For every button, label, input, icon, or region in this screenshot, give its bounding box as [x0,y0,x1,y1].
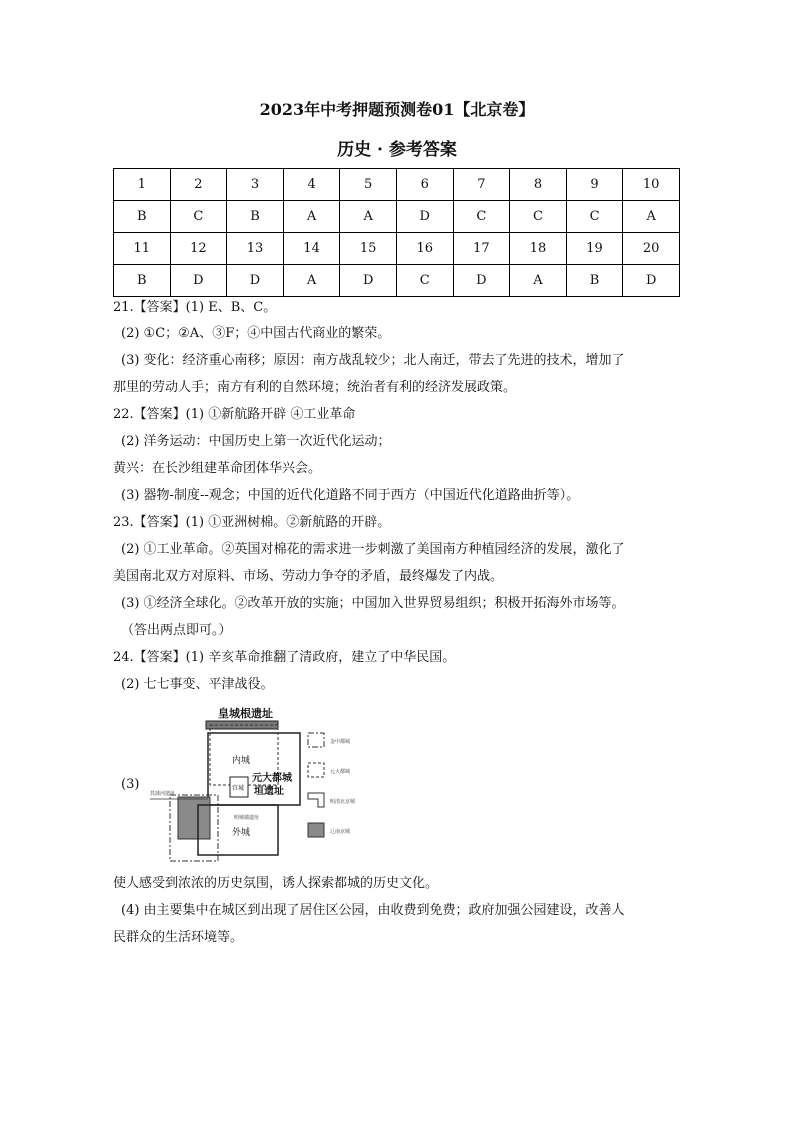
map-label-yuan-site-1: 元大都城 [252,773,292,784]
page-subtitle: 历史 · 参考答案 [337,140,457,160]
answer-table-cell: 10 [623,169,680,201]
q23-line-1: 23.【答案】(1) ①亚洲树棉。②新航路的开辟。 [113,515,391,530]
q23-line-4: (3) ①经济全球化。②改革开放的实施；中国加入世界贸易组织；积极开拓海外市场等。 [121,596,625,611]
map-label-ming-wall: 明城墙遗址 [234,815,260,821]
answer-table-cell: 19 [566,233,623,265]
answer-table-cell: A [283,265,340,297]
answer-table-cell: 17 [453,233,510,265]
q24-line-5: (4) 由主要集中在城区到出现了居住区公园，由收费到免费；政府加强公园建设，改善人 [121,903,625,918]
answer-table-cell: A [340,201,397,233]
answer-table-cell: 8 [510,169,567,201]
answer-table-cell: 5 [340,169,397,201]
q21-line-2: (2) ①C；②A、③F；④中国古代商业的繁荣。 [121,326,391,341]
answer-table-cell: 4 [283,169,340,201]
legend-jin: 金中都城 [330,739,351,745]
answer-table-cell: 11 [114,233,171,265]
q22-line-4: (3) 器物-制度--观念；中国的近代化道路不同于西方（中国近代化道路曲折等）。 [121,488,580,503]
q24-sub3-label: (3) [121,777,140,792]
answer-table-cell: A [623,201,680,233]
legend-liao: 辽南京城 [330,829,351,835]
q24-line-4: 使人感受到浓浓的历史氛围，诱人探索都城的历史文化。 [113,876,439,891]
answer-table-cell: D [623,265,680,297]
answer-table-cell: C [396,265,453,297]
answer-table-cell: A [510,265,567,297]
answer-table-cell: D [227,265,284,297]
beijing-city-map [148,705,368,865]
answer-table-row [114,233,680,265]
answer-table-cell: C [170,201,227,233]
answer-table-cell: B [114,265,171,297]
answer-table-cell: D [396,201,453,233]
answer-table-cell: 1 [114,169,171,201]
legend-ming-qing: 明清北京城 [330,799,356,805]
answer-table-cell: D [340,265,397,297]
q22-line-3: 黄兴：在长沙组建革命团体华兴会。 [113,461,322,476]
map-label-river-site: 菖蒲河遗址 [150,791,176,797]
q24-line-1: 24.【答案】(1) 辛亥革命推翻了清政府，建立了中华民国。 [113,650,456,665]
q23-line-5: （答出两点即可。） [121,623,232,638]
answer-table-cell: 16 [396,233,453,265]
map-label-outer-city: 外城 [232,828,251,838]
q23-line-3: 美国南北双方对原料、市场、劳动力争夺的矛盾，最终爆发了内战。 [113,569,504,584]
q21-line-4: 那里的劳动人手；南方有利的自然环境；统治者有利的经济发展政策。 [113,380,517,395]
answer-table-cell: A [283,201,340,233]
answer-table-cell: 13 [227,233,284,265]
q21-line-3: (3) 变化：经济重心南移；原因：南方战乱较少；北人南迁，带去了先进的技术，增加了 [121,353,625,368]
answer-table-row [114,169,680,201]
answer-table-cell: C [510,201,567,233]
answer-table-cell: 7 [453,169,510,201]
map-label-palace: 宫城 [232,785,245,792]
answer-table-cell: C [566,201,623,233]
q24-line-2: (2) 七七事变、平津战役。 [121,677,274,692]
q22-line-2: (2) 洋务运动：中国历史上第一次近代化运动； [121,434,391,449]
answer-table-cell: 9 [566,169,623,201]
q24-line-6: 民群众的生活环境等。 [113,930,244,945]
answer-table-cell: 18 [510,233,567,265]
map-label-inner-city: 内城 [232,756,251,766]
answer-table [113,168,680,297]
q21-line-1: 21.【答案】(1) E、B、C。 [113,300,277,315]
answer-table-row [114,201,680,233]
map-label-yuan-site-2: 垣遗址 [254,786,284,797]
map-liao-nanjing-area [178,797,210,839]
answer-table-cell: D [453,265,510,297]
answer-table-cell: D [170,265,227,297]
answer-table-row [114,265,680,297]
map-legend [308,733,355,837]
q23-line-2: (2) ①工业革命。②英国对棉花的需求进一步刺激了美国南方种植园经济的发展，激化了 [121,542,625,557]
answer-table-cell: B [566,265,623,297]
answer-table-cell: 12 [170,233,227,265]
answer-table-cell: 15 [340,233,397,265]
answer-table-cell: 14 [283,233,340,265]
answer-table-cell: B [227,201,284,233]
legend-yuan: 元大都城 [330,769,351,775]
answer-table-cell: 3 [227,169,284,201]
page-title: 2023年中考押题预测卷01【北京卷】 [259,100,535,119]
q22-line-1: 22.【答案】(1) ①新航路开辟 ④工业革命 [113,407,356,422]
answer-table-cell: 6 [396,169,453,201]
answer-table-cell: C [453,201,510,233]
answer-table-cell: 2 [170,169,227,201]
map-label-imperial-wall: 皇城根遗址 [218,707,273,720]
answer-table-cell: 20 [623,233,680,265]
answer-table-cell: B [114,201,171,233]
